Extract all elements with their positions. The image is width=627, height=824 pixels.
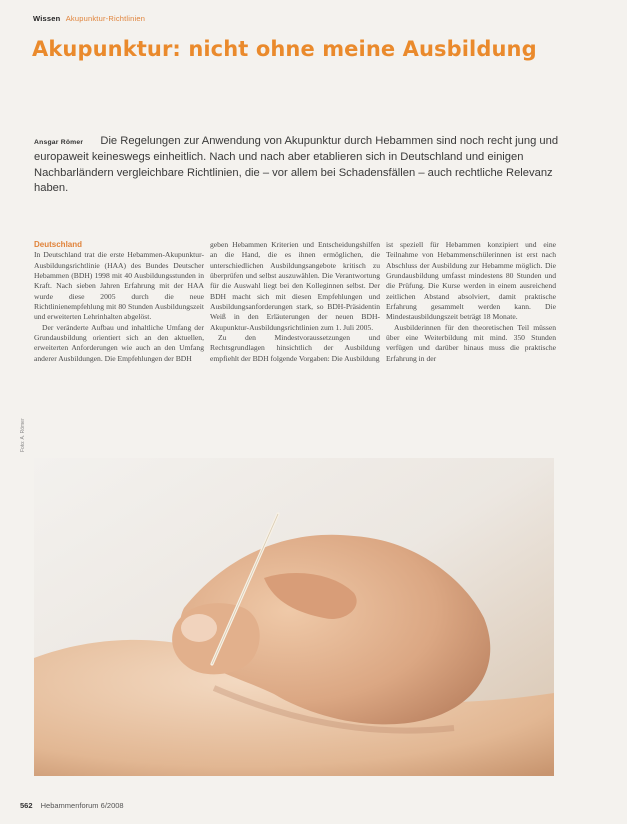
intro-text: Die Regelungen zur Anwendung von Akupunktur durch Hebammen sind noch recht jung und europaweit keineswegs einheitlich. Nach und nach aber etablieren sich in Deutschland und einigen Nachbarländern vergleichbare Richtlinien, die – vor allem bei Schadensfällen – auch rechtliche Relevanz haben.: [34, 135, 559, 195]
paragraph: geben Hebammen Kriterien und Entscheidungshilfen an die Hand, die es ihnen ermöglichen, die unterschiedlichen Ausbildungsangebote kritisch zu überprüfen und selbst auszuwählen. Die Verantwortung für die Auswahl liegt bei den Kolleginnen selbst. Der BDH macht sich mit diesen Empfehlungen und Ausbildungsanforderungen stark, so BDH-Präsidentin Weiß in den Erläuterungen der neuen BDH-Akupunktur-Ausbildungsrichtlinien zum 1. Juli 2005.: [210, 240, 380, 332]
page-footer: [20, 801, 124, 810]
paragraph: ist speziell für Hebammen konzipiert und eine Teilnahme von Hebammenschülerinnen ist erst nach Abschluss der Ausbildung zur Hebamme möglich. Die Grundausbildung umfasst mindestens 80 Stunden und die Prüfung. Die Kurse werden in einem ausreichend zeitlichen Abstand absolviert, damit praktische Erfahrung gesammelt werden kann. Die Mindestausbildungszeit beträgt 18 Monate.: [386, 240, 556, 322]
thumb-shape: [172, 603, 260, 674]
paragraph: Ausbilderinnen für den theoretischen Teil müssen über eine Weiterbildung mit mind. 350 Stunden verfügen und darüber hinaus muss die praktische Erfahrung in der: [386, 322, 556, 363]
author-name: Ansgar Römer: [34, 139, 84, 146]
text-column-1: [34, 240, 204, 364]
section-label: Wissen: [33, 14, 61, 23]
photo-credit: Foto: A. Römer: [20, 418, 26, 452]
paragraph: In Deutschland trat die erste Hebammen-Akupunktur-Ausbildungsrichtlinie (HAA) des Bundes Deutscher Hebammen (BDH) 1998 mit 40 Ausbildungsstunden in Kraft. Nach sieben Jahren Erfahrung mit der HAA wurde diese 2005 durch die neue Richtlinienempfehlung mit 80 Stunden Ausbildungszeit und erweiterten Lehrinhalten abgelöst.: [34, 250, 204, 322]
text-column-2: [210, 240, 380, 364]
subsection-label: Akupunktur-Richtlinien: [65, 14, 146, 23]
acupuncture-photo: [34, 458, 554, 776]
text-column-3: [386, 240, 556, 364]
page-number: 562: [20, 801, 33, 810]
hand-with-needle-illustration: [34, 458, 554, 776]
article-title: Akupunktur: nicht ohne meine Ausbildung: [32, 37, 537, 61]
subheading-deutschland: Deutschland: [34, 240, 83, 249]
article-intro: [34, 134, 560, 197]
paragraph: Der veränderte Aufbau und inhaltliche Umfang der Grundausbildung orientiert sich an den aktuellen, erweiterten Anforderungen wie auch an den Umfang anderer Ausbildungen. Die Empfehlungen der BDH: [34, 322, 204, 363]
paragraph: Zu den Mindestvoraussetzungen und Rechtsgrundlagen hinsichtlich der Ausbildung empfiehlt der BDH folgende Vorgaben: Die Ausbildung: [210, 333, 380, 363]
section-tag: [33, 14, 145, 23]
thumbnail-shape: [181, 614, 217, 642]
magazine-name: Hebammenforum: [40, 801, 99, 810]
issue-number: 6/2008: [100, 801, 124, 810]
